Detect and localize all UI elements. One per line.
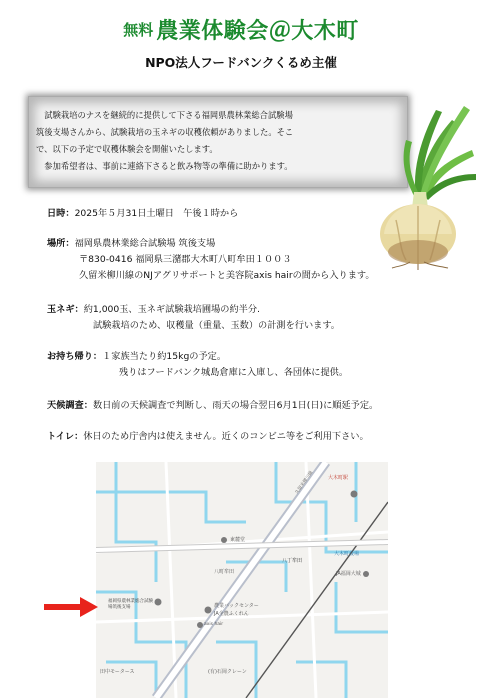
takeaway-line: 残りはフードバンク城島倉庫に入庫し、各団体に提供。 xyxy=(119,367,349,378)
onion-section xyxy=(47,302,477,334)
toilet-label: トイレ： xyxy=(47,431,84,442)
date-value: 2025年５月31日土曜日 午後１時から xyxy=(74,208,239,219)
map-label-crossing1: 八丁牟田 xyxy=(282,558,303,564)
takeaway-section xyxy=(47,349,477,381)
intro-line: 筑後支場さんから、試験栽培の玉ネギの収穫依頼がありました。そこ xyxy=(36,127,294,137)
place-section xyxy=(47,236,477,284)
intro-text xyxy=(36,107,400,175)
weather-label: 天候調査： xyxy=(47,400,93,411)
page-title xyxy=(0,14,482,45)
takeaway-line: １家族当たり約15kgの予定。 xyxy=(102,351,227,362)
place-line: 福岡県農林業総合試験場 筑後支場 xyxy=(74,238,216,249)
map-label-ja: JA全農ふくれん xyxy=(214,611,249,617)
intro-line: 試験栽培のナスを継続的に提供して下さる福岡県農林業総合試験場 xyxy=(44,110,293,120)
date-section xyxy=(47,206,477,222)
place-line: 〒830-0416 福岡県三潴郡大木町八町牟田１００３ xyxy=(79,254,292,265)
takeaway-label: お持ち帰り： xyxy=(47,351,103,362)
map-label-bank: JA福岡大城 xyxy=(336,571,361,577)
onion-label: 玉ネギ： xyxy=(47,304,84,315)
map-label-testsite: 福岡県農林業総合試験場筑後支場 xyxy=(108,599,153,610)
map-label-foodcenter: 農業バックセンター xyxy=(214,603,259,609)
free-badge: 無料 xyxy=(123,21,154,39)
weather-section xyxy=(47,398,477,414)
map-label-crossing2: 八町牟田 xyxy=(214,569,235,575)
date-label: 日時： xyxy=(47,208,75,219)
weather-value: 数日前の天候調査で判断し、雨天の場合翌日6月1日(日)に順延予定。 xyxy=(92,400,379,411)
subtitle: NPO法人フードバンクくるめ主催 xyxy=(145,55,337,70)
map-label-crane: (有)石岡クレーン xyxy=(208,669,247,675)
intro-line: 参加希望者は、事前に連絡下さると飲み物等の準備に助かります。 xyxy=(44,161,293,171)
map-label-axis: axis hair xyxy=(204,622,224,627)
map-label-station: 大木町駅 xyxy=(328,475,349,481)
location-map[interactable] xyxy=(96,462,388,698)
place-label: 場所： xyxy=(47,238,75,249)
arrow-right-icon xyxy=(44,596,98,618)
place-line: 久留米柳川線のNJアグリサポートと美容院axis hairの間から入ります。 xyxy=(79,270,375,281)
toilet-value: 休日のため庁舎内は使えません。近くのコンビニ等をご利用下さい。 xyxy=(83,431,369,442)
intro-line: で、以下の予定で収穫体験会を開催いたします。 xyxy=(36,144,218,154)
title-text: 農業体験会＠大木町 xyxy=(156,19,359,44)
map-label-shop: 東麓堂 xyxy=(230,537,246,543)
toilet-section xyxy=(47,429,477,445)
map-label-motor: 田中モータース xyxy=(100,669,135,675)
map-label-office: 大木町役場 xyxy=(334,551,360,557)
onion-line: 約1,000玉、玉ネギ試験栽培圃場の約半分. xyxy=(83,304,260,315)
map-label-route: 久留米柳川線 xyxy=(294,470,315,496)
onion-line: 試験栽培のため、収穫量（重量、玉数）の計測を行います。 xyxy=(93,320,340,331)
